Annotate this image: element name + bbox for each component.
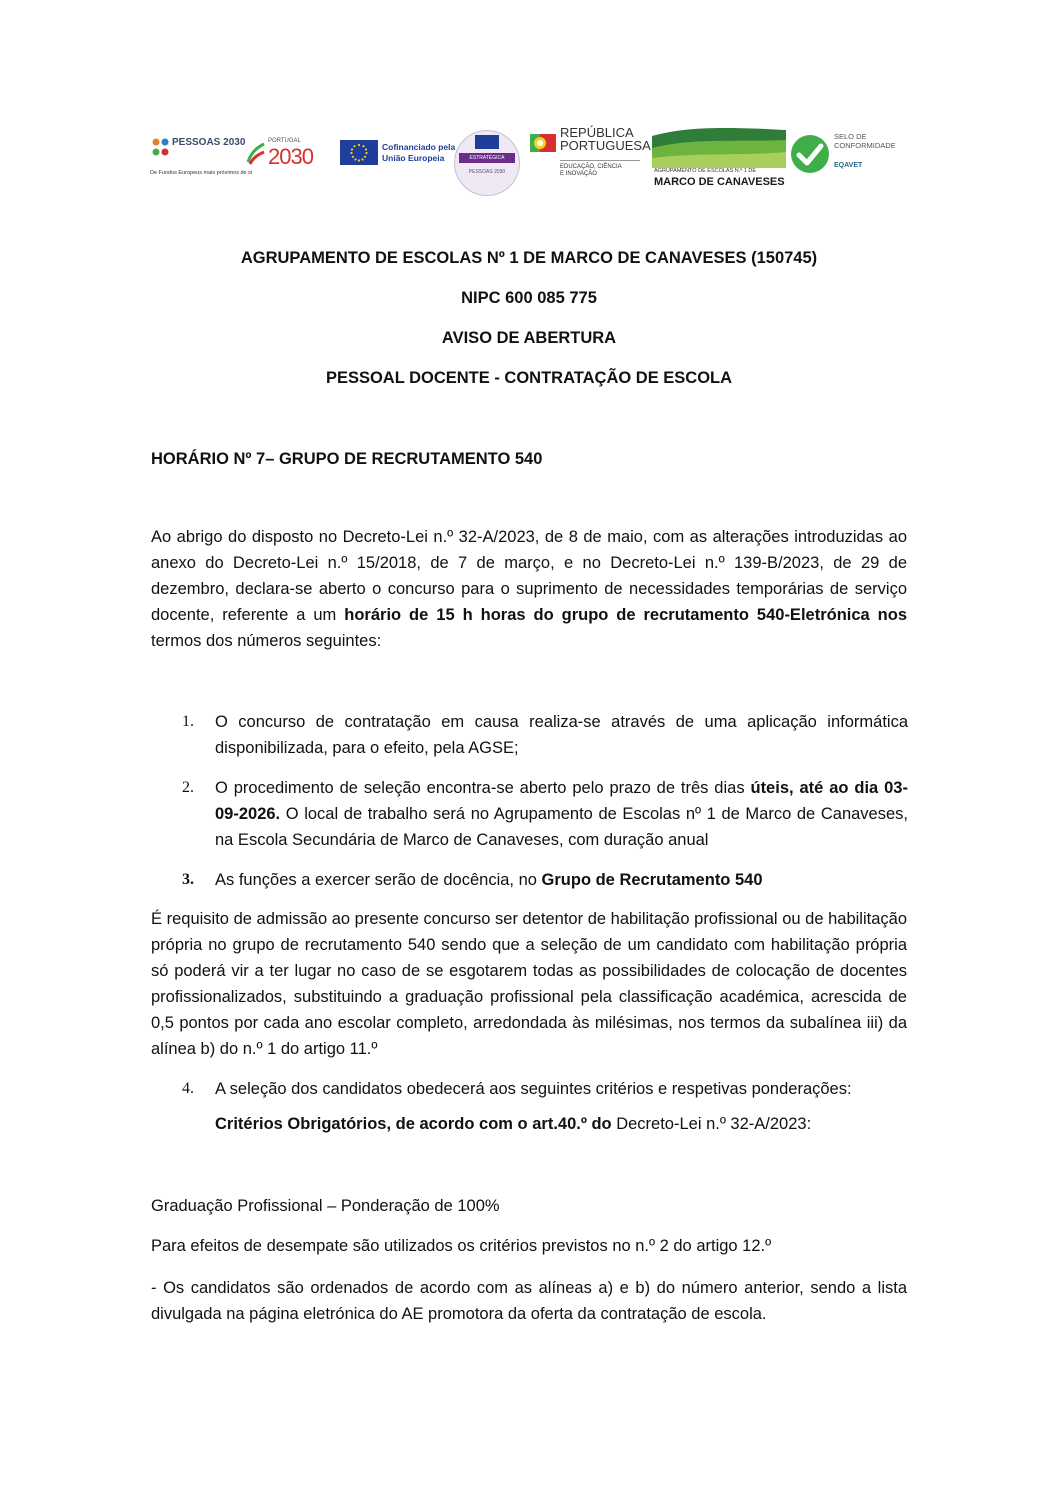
badge-band: ESTRATÉGICA	[459, 153, 515, 163]
graduacao-line: Graduação Profissional – Ponderação de 100%	[151, 1197, 500, 1215]
eu-text-line2: União Europeia	[382, 153, 445, 163]
republica-text	[560, 126, 651, 152]
rep-divider	[560, 160, 640, 161]
intro-text-1: Ao abrigo do disposto no Decreto-Lei n.º 32-A/2023, de 8 de maio, com as alterações introduzidas ao anexo do Decreto-Lei n.º 15/2018, de 7 de março, e no Decreto-Lei n.º 139-B/2023, de 29 de dezembro, declara-se aberto o concurso para o suprimento de necessidades temporárias de serviço docente, referente a um	[151, 528, 907, 624]
list-number: 3.	[182, 871, 194, 888]
estrategica-badge	[454, 130, 520, 196]
criterios-bold: Critérios Obrigatórios, de acordo com o art.40.º do	[215, 1115, 612, 1133]
list-text: A seleção dos candidatos obedecerá aos seguintes critérios e respetivas ponderações:	[215, 1080, 852, 1098]
criterios-text: Decreto-Lei n.º 32-A/2023:	[611, 1115, 812, 1133]
rep-sub2: E INOVAÇÃO	[560, 171, 597, 177]
list-text: O concurso de contratação em causa realiza-se através de uma aplicação informática disponibilizada, para o efeito, pela AGSE;	[215, 713, 908, 757]
eu-flag-icon	[340, 140, 378, 165]
portugal-2030-logo	[246, 138, 321, 170]
item2-post: O local de trabalho será no Agrupamento de Escolas nº 1 de Marco de Canaveses, na Escola Secundária de Marco de Canaveses, com duração anual	[215, 805, 908, 849]
portugal-swirl-icon	[246, 142, 266, 166]
coat-of-arms-icon	[530, 128, 556, 158]
logo-bar	[148, 122, 908, 192]
item3-pre: As funções a exercer serão de docência, no	[215, 871, 542, 889]
rep-line1: REPÚBLICA	[560, 125, 634, 140]
list-item	[182, 775, 908, 853]
hills-icon	[652, 124, 786, 168]
portugal-label: PORTUGAL	[268, 138, 301, 144]
desempate-line: Para efeitos de desempate são utilizados os critérios previstos no n.º 2 do artigo 12.º	[151, 1237, 772, 1255]
eqavet-text	[834, 132, 896, 150]
list-number: 4.	[182, 1080, 194, 1097]
list-text	[215, 775, 908, 853]
intro-bold: horário de 15 h horas do grupo de recrutamento 540-Eletrónica nos	[344, 606, 908, 624]
eu-text-line1: Cofinanciado pela	[382, 142, 456, 152]
list-item	[182, 867, 908, 893]
list-item	[182, 1076, 908, 1102]
eu-stars-icon	[455, 131, 519, 153]
notice-title: AVISO DE ABERTURA	[441, 329, 617, 347]
pessoas-2030-logo	[150, 136, 260, 180]
marco-name: MARCO DE CANAVESES	[654, 176, 785, 188]
intro-text-2: termos dos números seguintes:	[151, 632, 382, 650]
eqavet-line2: CONFORMIDADE	[834, 141, 896, 150]
list-item	[182, 709, 908, 761]
badge-subtitle: PESSOAS 2030	[468, 169, 506, 175]
check-seal-icon	[790, 134, 830, 174]
criterios-line	[215, 1115, 811, 1134]
eu-cofinanced-logo	[340, 140, 460, 166]
eqavet-brand: EQAVET	[834, 162, 863, 169]
notice-subtitle: PESSOAL DOCENTE - CONTRATAÇÃO DE ESCOLA	[325, 369, 733, 387]
list-number: 2.	[182, 779, 194, 796]
list-text	[215, 867, 908, 893]
item2-bold: úteis, até ao dia 03-09-2026.	[215, 779, 908, 823]
rep-subtitle	[560, 164, 622, 178]
item3-bold: Grupo de Recrutamento 540	[541, 871, 763, 889]
eu-text	[382, 142, 455, 164]
ordenacao-paragraph: - Os candidatos são ordenados de acordo com as alíneas a) e b) do número anterior, sendo a lista divulgada na página eletrónica do AE promotora da oferta da contratação de escola.	[151, 1279, 907, 1323]
item2-pre: O procedimento de seleção encontra-se aberto pelo prazo de três dias	[215, 779, 751, 797]
list-number: 1.	[182, 713, 194, 730]
horario-title: HORÁRIO Nº 7– GRUPO DE RECRUTAMENTO 540	[151, 450, 543, 468]
intro-paragraph	[151, 524, 907, 654]
portugal-2030-number: 2030	[268, 144, 313, 169]
requisito-paragraph: É requisito de admissão ao presente concurso ser detentor de habilitação profissional ou de habilitação própria no grupo de recrutamento 540 sendo que a seleção de um candidato com habilitação própria só poderá vir a ter lugar no caso de se esgotarem todas as possibilidades de colocação de docentes profissionalizados, substituindo a graduação profissional pela classificação académica, acrescida de 0,5 pontos por cada ano escolar completo, arredondada às milésimas, nos termos da subalínea iii) da alínea b) do n.º 1 do artigo 11.º	[151, 910, 907, 1058]
eqavet-seal-logo	[790, 132, 908, 178]
nipc: NIPC 600 085 775	[461, 289, 597, 307]
marco-small-text: AGRUPAMENTO DE ESCOLAS N.º 1 DE	[654, 168, 757, 174]
school-name: AGRUPAMENTO DE ESCOLAS Nº 1 DE MARCO DE CANAVESES (150745)	[240, 249, 818, 267]
pessoas-icon	[150, 136, 172, 160]
rep-line2: PORTUGUESA	[560, 138, 651, 153]
pessoas-tagline: De Fundos Europeus mais próximos de si	[150, 170, 253, 176]
republica-portuguesa-logo	[530, 125, 651, 182]
marco-canaveses-logo	[652, 124, 786, 186]
pessoas-wordmark: PESSOAS 2030	[172, 137, 246, 148]
eqavet-line1: SELO DE	[834, 132, 867, 141]
rep-sub1: EDUCAÇÃO, CIÊNCIA	[560, 164, 622, 170]
